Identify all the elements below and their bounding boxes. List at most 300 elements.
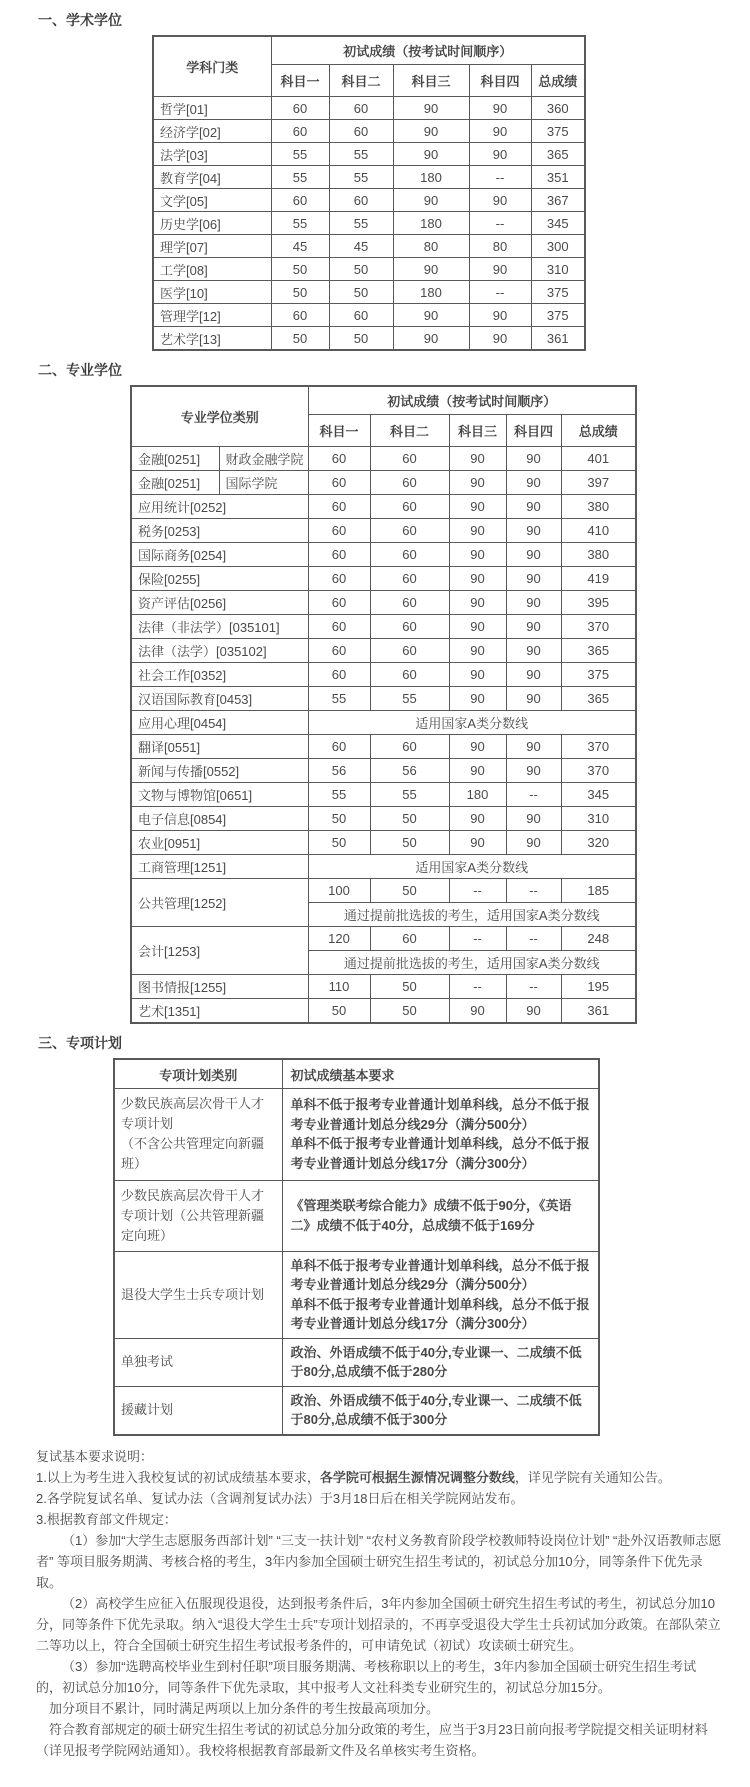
category-cell: 图书情报[1255] [131, 975, 308, 999]
score-cell: 60 [370, 591, 449, 615]
requirement-cell [282, 1251, 599, 1338]
score-cell: 55 [329, 212, 393, 235]
category-cell: 工学[08] [153, 258, 271, 281]
score-cell: 90 [449, 543, 506, 567]
plan-category-cell [114, 1180, 282, 1251]
score-cell: 90 [449, 999, 506, 1024]
score-cell: 180 [449, 783, 506, 807]
table-row [153, 212, 585, 235]
total-score-cell: 361 [531, 327, 585, 351]
table-row [153, 304, 585, 327]
score-cell: 50 [370, 807, 449, 831]
column-header-subject-3: 科目三 [393, 65, 469, 97]
category-cell: 艺术[1351] [131, 999, 308, 1024]
total-score-cell: 365 [561, 639, 636, 663]
note-text: 2.各学院复试名单、复试办法（含调剂复试办法）于3月18日后在相关学院网站发布。 [36, 1490, 524, 1506]
table-row [131, 759, 636, 783]
score-cell: 60 [308, 615, 370, 639]
category-cell: 税务[0253] [131, 519, 308, 543]
table-row [153, 235, 585, 258]
category-cell: 工商管理[1251] [131, 855, 308, 879]
score-cell: 60 [370, 663, 449, 687]
column-header-total-score: 总成绩 [531, 65, 585, 97]
score-cell: 90 [449, 663, 506, 687]
score-cell: 60 [370, 447, 449, 471]
score-cell: 90 [393, 97, 469, 120]
category-cell: 农业[0951] [131, 831, 308, 855]
total-score-cell: 195 [561, 975, 636, 999]
score-cell: 50 [308, 831, 370, 855]
score-cell: 90 [506, 831, 561, 855]
score-cell: 90 [449, 735, 506, 759]
column-header-degree-category: 专业学位类别 [131, 386, 308, 447]
table-row [114, 1251, 599, 1338]
score-cell: 60 [308, 519, 370, 543]
note-text: （2）高校学生应征入伍服现役退役，达到报考条件后，3年内参加全国硕士研究生招生考试的考生，初试总分加10分，同等条件下优先录取。纳入“退役大学生士兵”专项计划招录的，不再享受退役大学生士兵初试加分政策。在部队荣立二等功以上，符合全国硕士研究生招生考试报考条件的，可申请免试（初试）攻读硕士研究生。 [36, 1595, 721, 1653]
category-cell: 翻译[0551] [131, 735, 308, 759]
score-cell: 60 [308, 567, 370, 591]
note-line [36, 1488, 722, 1509]
score-cell: 60 [308, 735, 370, 759]
category-cell: 公共管理[1252] [131, 879, 308, 927]
table-row [131, 471, 636, 495]
table-row [131, 687, 636, 711]
score-cell: 90 [449, 591, 506, 615]
score-cell: 180 [393, 281, 469, 304]
note-text: （3）参加“选聘高校毕业生到村任职”项目服务期满、考核称职以上的考生，3年内参加全国硕士研究生招生考试的，初试总分加10分，同等条件下优先录取，其中报考人文社科类专业研究生的，初试总分加15分。 [36, 1658, 697, 1695]
table-row [131, 735, 636, 759]
score-cell: -- [506, 927, 561, 951]
score-cell: 180 [393, 212, 469, 235]
score-cell: 90 [506, 639, 561, 663]
score-cell: 90 [449, 471, 506, 495]
note-text: ，详见学院有关通知公告。 [514, 1469, 671, 1485]
note-line [36, 1656, 722, 1698]
column-header-initial-scores: 初试成绩（按考试时间顺序） [308, 386, 636, 415]
table-row [153, 166, 585, 189]
category-cell: 保险[0255] [131, 567, 308, 591]
score-cell: -- [449, 927, 506, 951]
section-heading-special: 三、专项计划 [38, 1035, 122, 1051]
note-cell: 通过提前批选拔的考生，适用国家A类分数线 [308, 951, 636, 975]
score-cell: 180 [393, 166, 469, 189]
table-row [131, 639, 636, 663]
category-cell: 电子信息[0854] [131, 807, 308, 831]
category-cell: 法学[03] [153, 143, 271, 166]
score-cell: 60 [308, 495, 370, 519]
column-header-subject-2: 科目二 [370, 415, 449, 447]
score-cell: 90 [449, 831, 506, 855]
category-cell: 艺术学[13] [153, 327, 271, 351]
total-score-cell: 345 [531, 212, 585, 235]
table-row [131, 495, 636, 519]
academic-degree-table [152, 35, 586, 351]
score-cell: 90 [506, 567, 561, 591]
score-cell: 100 [308, 879, 370, 903]
table-row [131, 831, 636, 855]
table-header-row [131, 386, 636, 415]
score-cell: 90 [469, 120, 531, 143]
score-cell: 55 [329, 143, 393, 166]
score-cell: 90 [449, 687, 506, 711]
plan-category-cell [114, 1386, 282, 1435]
score-cell: 90 [506, 495, 561, 519]
category-cell: 医学[10] [153, 281, 271, 304]
score-cell: 55 [308, 783, 370, 807]
plan-category-line: 少数民族高层次骨干人才 [121, 1096, 265, 1111]
score-cell: 55 [329, 166, 393, 189]
total-score-cell: 370 [561, 615, 636, 639]
table-row [153, 97, 585, 120]
score-cell: 60 [329, 97, 393, 120]
score-cell: 55 [271, 212, 329, 235]
category-cell: 会计[1253] [131, 927, 308, 975]
category-cell: 金融[0251] [131, 447, 219, 471]
table-row [114, 1089, 599, 1181]
table-row [153, 281, 585, 304]
column-header-initial-scores: 初试成绩（按考试时间顺序） [271, 36, 585, 65]
plan-category-line: 少数民族高层次骨干人才专项计划（公共管理新疆定向班） [121, 1187, 265, 1243]
category-cell: 金融[0251] [131, 471, 219, 495]
score-cell: 60 [329, 189, 393, 212]
score-cell: -- [469, 281, 531, 304]
score-cell: -- [506, 879, 561, 903]
score-cell: 60 [308, 447, 370, 471]
score-cell: 55 [271, 143, 329, 166]
note-text: 符合教育部规定的硕士研究生招生考试的初试总分加分政策的考生，应当于3月23日前向报考学院提交相关证明材料（详见报考学院网站通知）。我校将根据教育部最新文件及名单核实考生资格。 [36, 1721, 708, 1758]
category-cell: 法律（法学）[035102] [131, 639, 308, 663]
score-cell: 90 [393, 143, 469, 166]
table-row [131, 807, 636, 831]
table-row [153, 189, 585, 212]
total-score-cell: 310 [561, 807, 636, 831]
note-line [36, 1446, 722, 1467]
score-cell: 90 [449, 807, 506, 831]
note-cell: 通过提前批选拔的考生，适用国家A类分数线 [308, 903, 636, 927]
score-cell: 60 [271, 120, 329, 143]
score-cell: 50 [370, 879, 449, 903]
table-row [131, 615, 636, 639]
total-score-cell: 395 [561, 591, 636, 615]
score-cell: 90 [506, 615, 561, 639]
score-cell: 60 [370, 735, 449, 759]
plan-category-cell [114, 1251, 282, 1338]
score-cell: 90 [393, 189, 469, 212]
special-plan-table [113, 1058, 600, 1436]
score-cell: 60 [370, 519, 449, 543]
section-heading-professional: 二、专业学位 [38, 362, 122, 378]
total-score-cell: 410 [561, 519, 636, 543]
academic-table-body [153, 97, 585, 351]
score-cell: 80 [469, 235, 531, 258]
table-row [131, 447, 636, 471]
table-row [131, 591, 636, 615]
table-row [131, 855, 636, 879]
total-score-cell: 185 [561, 879, 636, 903]
category-cell: 汉语国际教育[0453] [131, 687, 308, 711]
score-cell: 55 [308, 687, 370, 711]
score-cell: -- [506, 975, 561, 999]
score-cell: 90 [449, 759, 506, 783]
table-row [131, 663, 636, 687]
score-cell: 60 [370, 639, 449, 663]
score-cell: 90 [449, 567, 506, 591]
score-cell: 90 [506, 519, 561, 543]
column-header-requirements: 初试成绩基本要求 [282, 1059, 599, 1089]
score-cell: 90 [506, 471, 561, 495]
total-score-cell: 248 [561, 927, 636, 951]
score-cell: 90 [506, 735, 561, 759]
category-cell: 应用心理[0454] [131, 711, 308, 735]
score-cell: 90 [393, 258, 469, 281]
score-cell: 80 [393, 235, 469, 258]
plan-category-line: 单独考试 [121, 1354, 174, 1370]
column-header-subject-4: 科目四 [506, 415, 561, 447]
score-cell: 50 [329, 327, 393, 351]
score-cell: -- [449, 879, 506, 903]
table-row [131, 975, 636, 999]
requirement-line: 政治、外语成绩不低于40分,专业课一、二成绩不低于80分,总成绩不低于280分 [290, 1344, 582, 1380]
total-score-cell: 320 [561, 831, 636, 855]
score-cell: 60 [370, 615, 449, 639]
category-cell: 经济学[02] [153, 120, 271, 143]
total-score-cell: 380 [561, 495, 636, 519]
requirement-cell [282, 1338, 599, 1386]
score-cell: 50 [370, 975, 449, 999]
plan-category-line: 退役大学生士兵专项计划 [121, 1286, 265, 1302]
score-cell: 60 [308, 639, 370, 663]
score-cell: 50 [271, 258, 329, 281]
column-header-subject-3: 科目三 [449, 415, 506, 447]
total-score-cell: 360 [531, 97, 585, 120]
score-cell: 56 [370, 759, 449, 783]
plan-category-cell [114, 1338, 282, 1386]
score-cell: 90 [449, 495, 506, 519]
total-score-cell: 375 [531, 120, 585, 143]
column-header-subject-1: 科目一 [308, 415, 370, 447]
score-cell: 90 [506, 807, 561, 831]
plan-category-line: 专项计划 [121, 1116, 174, 1132]
score-cell: 60 [370, 471, 449, 495]
note-emphasis-text: 各学院可根据生源情况调整分数线 [319, 1469, 515, 1485]
total-score-cell: 351 [531, 166, 585, 189]
note-line [36, 1509, 722, 1530]
table-header-row [114, 1059, 599, 1089]
score-cell: 45 [329, 235, 393, 258]
category-cell: 社会工作[0352] [131, 663, 308, 687]
section-heading-academic: 一、学术学位 [38, 12, 122, 28]
note-text: 加分项目不累计，同时满足两项以上加分条件的考生按最高项加分。 [49, 1700, 440, 1716]
note-text: 3.根据教育部文件规定： [36, 1511, 177, 1527]
requirement-line: 单科不低于报考专业普通计划单科线，总分不低于报考专业普通计划总分线17分（满分300分） [290, 1136, 590, 1171]
note-line [36, 1593, 722, 1656]
score-cell: 60 [271, 189, 329, 212]
table-row [131, 999, 636, 1024]
score-cell: 55 [271, 166, 329, 189]
table-row [131, 711, 636, 735]
score-cell: 90 [393, 304, 469, 327]
note-text: 复试基本要求说明： [36, 1448, 154, 1464]
requirement-line: 单科不低于报考专业普通计划单科线，总分不低于报考专业普通计划总分线17分（满分300分） [290, 1296, 590, 1332]
score-cell: 90 [393, 120, 469, 143]
requirement-line: 单科不低于报考专业普通计划单科线，总分不低于报考专业普通计划总分线29分（满分500分） [290, 1257, 590, 1293]
score-cell: 60 [370, 495, 449, 519]
total-score-cell: 401 [561, 447, 636, 471]
note-text: 1.以上为考生进入我校复试的初试成绩基本要求， [36, 1469, 320, 1485]
column-header-total-score: 总成绩 [561, 415, 636, 447]
score-cell: 50 [308, 807, 370, 831]
note-cell: 适用国家A类分数线 [308, 711, 636, 735]
score-cell: 50 [370, 999, 449, 1024]
score-cell: 60 [308, 591, 370, 615]
category-cell: 国际商务[0254] [131, 543, 308, 567]
score-cell: -- [506, 783, 561, 807]
professional-table-body [131, 447, 636, 1024]
table-row [131, 567, 636, 591]
column-header-discipline: 学科门类 [153, 36, 271, 97]
table-row [153, 120, 585, 143]
total-score-cell: 375 [561, 663, 636, 687]
requirement-line: 政治、外语成绩不低于40分,专业课一、二成绩不低于80分,总成绩不低于300分 [290, 1392, 582, 1428]
score-cell: 90 [449, 639, 506, 663]
category-cell: 文学[05] [153, 189, 271, 212]
score-cell: 50 [329, 281, 393, 304]
score-cell: 45 [271, 235, 329, 258]
table-row [131, 879, 636, 903]
requirement-cell [282, 1386, 599, 1435]
plan-category-line: 援藏计划 [121, 1402, 174, 1418]
score-cell: 90 [469, 189, 531, 212]
plan-category-line: （不含公共管理定向新疆班） [121, 1136, 265, 1172]
table-row [153, 327, 585, 351]
score-cell: 90 [469, 97, 531, 120]
score-cell: 60 [329, 120, 393, 143]
category-cell: 应用统计[0252] [131, 495, 308, 519]
score-cell: 120 [308, 927, 370, 951]
table-header-row [153, 36, 585, 65]
column-header-plan-category: 专项计划类别 [114, 1059, 282, 1089]
college-cell: 财政金融学院 [219, 447, 308, 471]
score-cell: 90 [393, 327, 469, 351]
category-cell: 历史学[06] [153, 212, 271, 235]
score-cell: 50 [329, 258, 393, 281]
score-cell: 50 [308, 999, 370, 1024]
total-score-cell: 365 [531, 143, 585, 166]
score-cell: 60 [370, 927, 449, 951]
total-score-cell: 365 [561, 687, 636, 711]
total-score-cell: 345 [561, 783, 636, 807]
notes-section [36, 1446, 722, 1761]
score-cell: 60 [308, 543, 370, 567]
score-cell: -- [449, 975, 506, 999]
table-row [114, 1180, 599, 1251]
category-cell: 文物与博物馆[0651] [131, 783, 308, 807]
total-score-cell: 370 [561, 735, 636, 759]
score-cell: 60 [370, 567, 449, 591]
table-row [114, 1338, 599, 1386]
plan-category-cell [114, 1089, 282, 1181]
score-cell: 60 [271, 304, 329, 327]
score-cell: 90 [506, 687, 561, 711]
table-row [131, 783, 636, 807]
score-cell: 50 [370, 831, 449, 855]
requirement-cell [282, 1180, 599, 1251]
score-cell: 60 [271, 97, 329, 120]
score-cell: 90 [506, 759, 561, 783]
score-cell: 60 [308, 471, 370, 495]
requirement-line: 单科不低于报考专业普通计划单科线，总分不低于报考专业普通计划总分线29分（满分500分） [290, 1097, 590, 1132]
total-score-cell: 361 [561, 999, 636, 1024]
score-cell: 60 [308, 663, 370, 687]
total-score-cell: 419 [561, 567, 636, 591]
table-row [114, 1386, 599, 1435]
special-table-body [114, 1089, 599, 1435]
category-cell: 新闻与传播[0552] [131, 759, 308, 783]
score-cell: 90 [506, 591, 561, 615]
note-cell: 适用国家A类分数线 [308, 855, 636, 879]
table-row [153, 143, 585, 166]
table-row [131, 927, 636, 951]
professional-degree-table [130, 385, 637, 1024]
score-cell: -- [469, 212, 531, 235]
category-cell: 法律（非法学）[035101] [131, 615, 308, 639]
score-cell: 90 [506, 447, 561, 471]
score-cell: 90 [449, 447, 506, 471]
college-cell: 国际学院 [219, 471, 308, 495]
category-cell: 哲学[01] [153, 97, 271, 120]
total-score-cell: 375 [531, 281, 585, 304]
requirement-cell [282, 1089, 599, 1181]
column-header-subject-1: 科目一 [271, 65, 329, 97]
score-cell: 90 [506, 543, 561, 567]
table-row [131, 543, 636, 567]
score-cell: 60 [370, 543, 449, 567]
column-header-subject-2: 科目二 [329, 65, 393, 97]
table-row [131, 519, 636, 543]
total-score-cell: 375 [531, 304, 585, 327]
score-cell: 50 [271, 327, 329, 351]
score-cell: -- [469, 166, 531, 189]
score-cell: 55 [370, 687, 449, 711]
score-cell: 55 [370, 783, 449, 807]
total-score-cell: 300 [531, 235, 585, 258]
score-cell: 60 [329, 304, 393, 327]
table-row [153, 258, 585, 281]
score-cell: 90 [506, 663, 561, 687]
column-header-subject-4: 科目四 [469, 65, 531, 97]
score-cell: 90 [506, 999, 561, 1024]
score-cell: 90 [469, 304, 531, 327]
total-score-cell: 367 [531, 189, 585, 212]
note-line [36, 1530, 722, 1593]
score-cell: 56 [308, 759, 370, 783]
score-cell: 110 [308, 975, 370, 999]
category-cell: 教育学[04] [153, 166, 271, 189]
score-cell: 50 [271, 281, 329, 304]
score-cell: 90 [469, 327, 531, 351]
note-line [36, 1698, 722, 1719]
category-cell: 资产评估[0256] [131, 591, 308, 615]
category-cell: 理学[07] [153, 235, 271, 258]
note-text: （1）参加“大学生志愿服务西部计划” “三支一扶计划” “农村义务教育阶段学校教师特设岗位计划” “赴外汉语教师志愿者” 等项目服务期满、考核合格的考生，3年内参加全国硕士研究生招生考试的，初试总分加10分，同等条件下优先录取。 [36, 1532, 722, 1590]
total-score-cell: 380 [561, 543, 636, 567]
total-score-cell: 397 [561, 471, 636, 495]
category-cell: 管理学[12] [153, 304, 271, 327]
total-score-cell: 370 [561, 759, 636, 783]
score-cell: 90 [469, 258, 531, 281]
note-line [36, 1467, 722, 1488]
score-cell: 90 [449, 615, 506, 639]
